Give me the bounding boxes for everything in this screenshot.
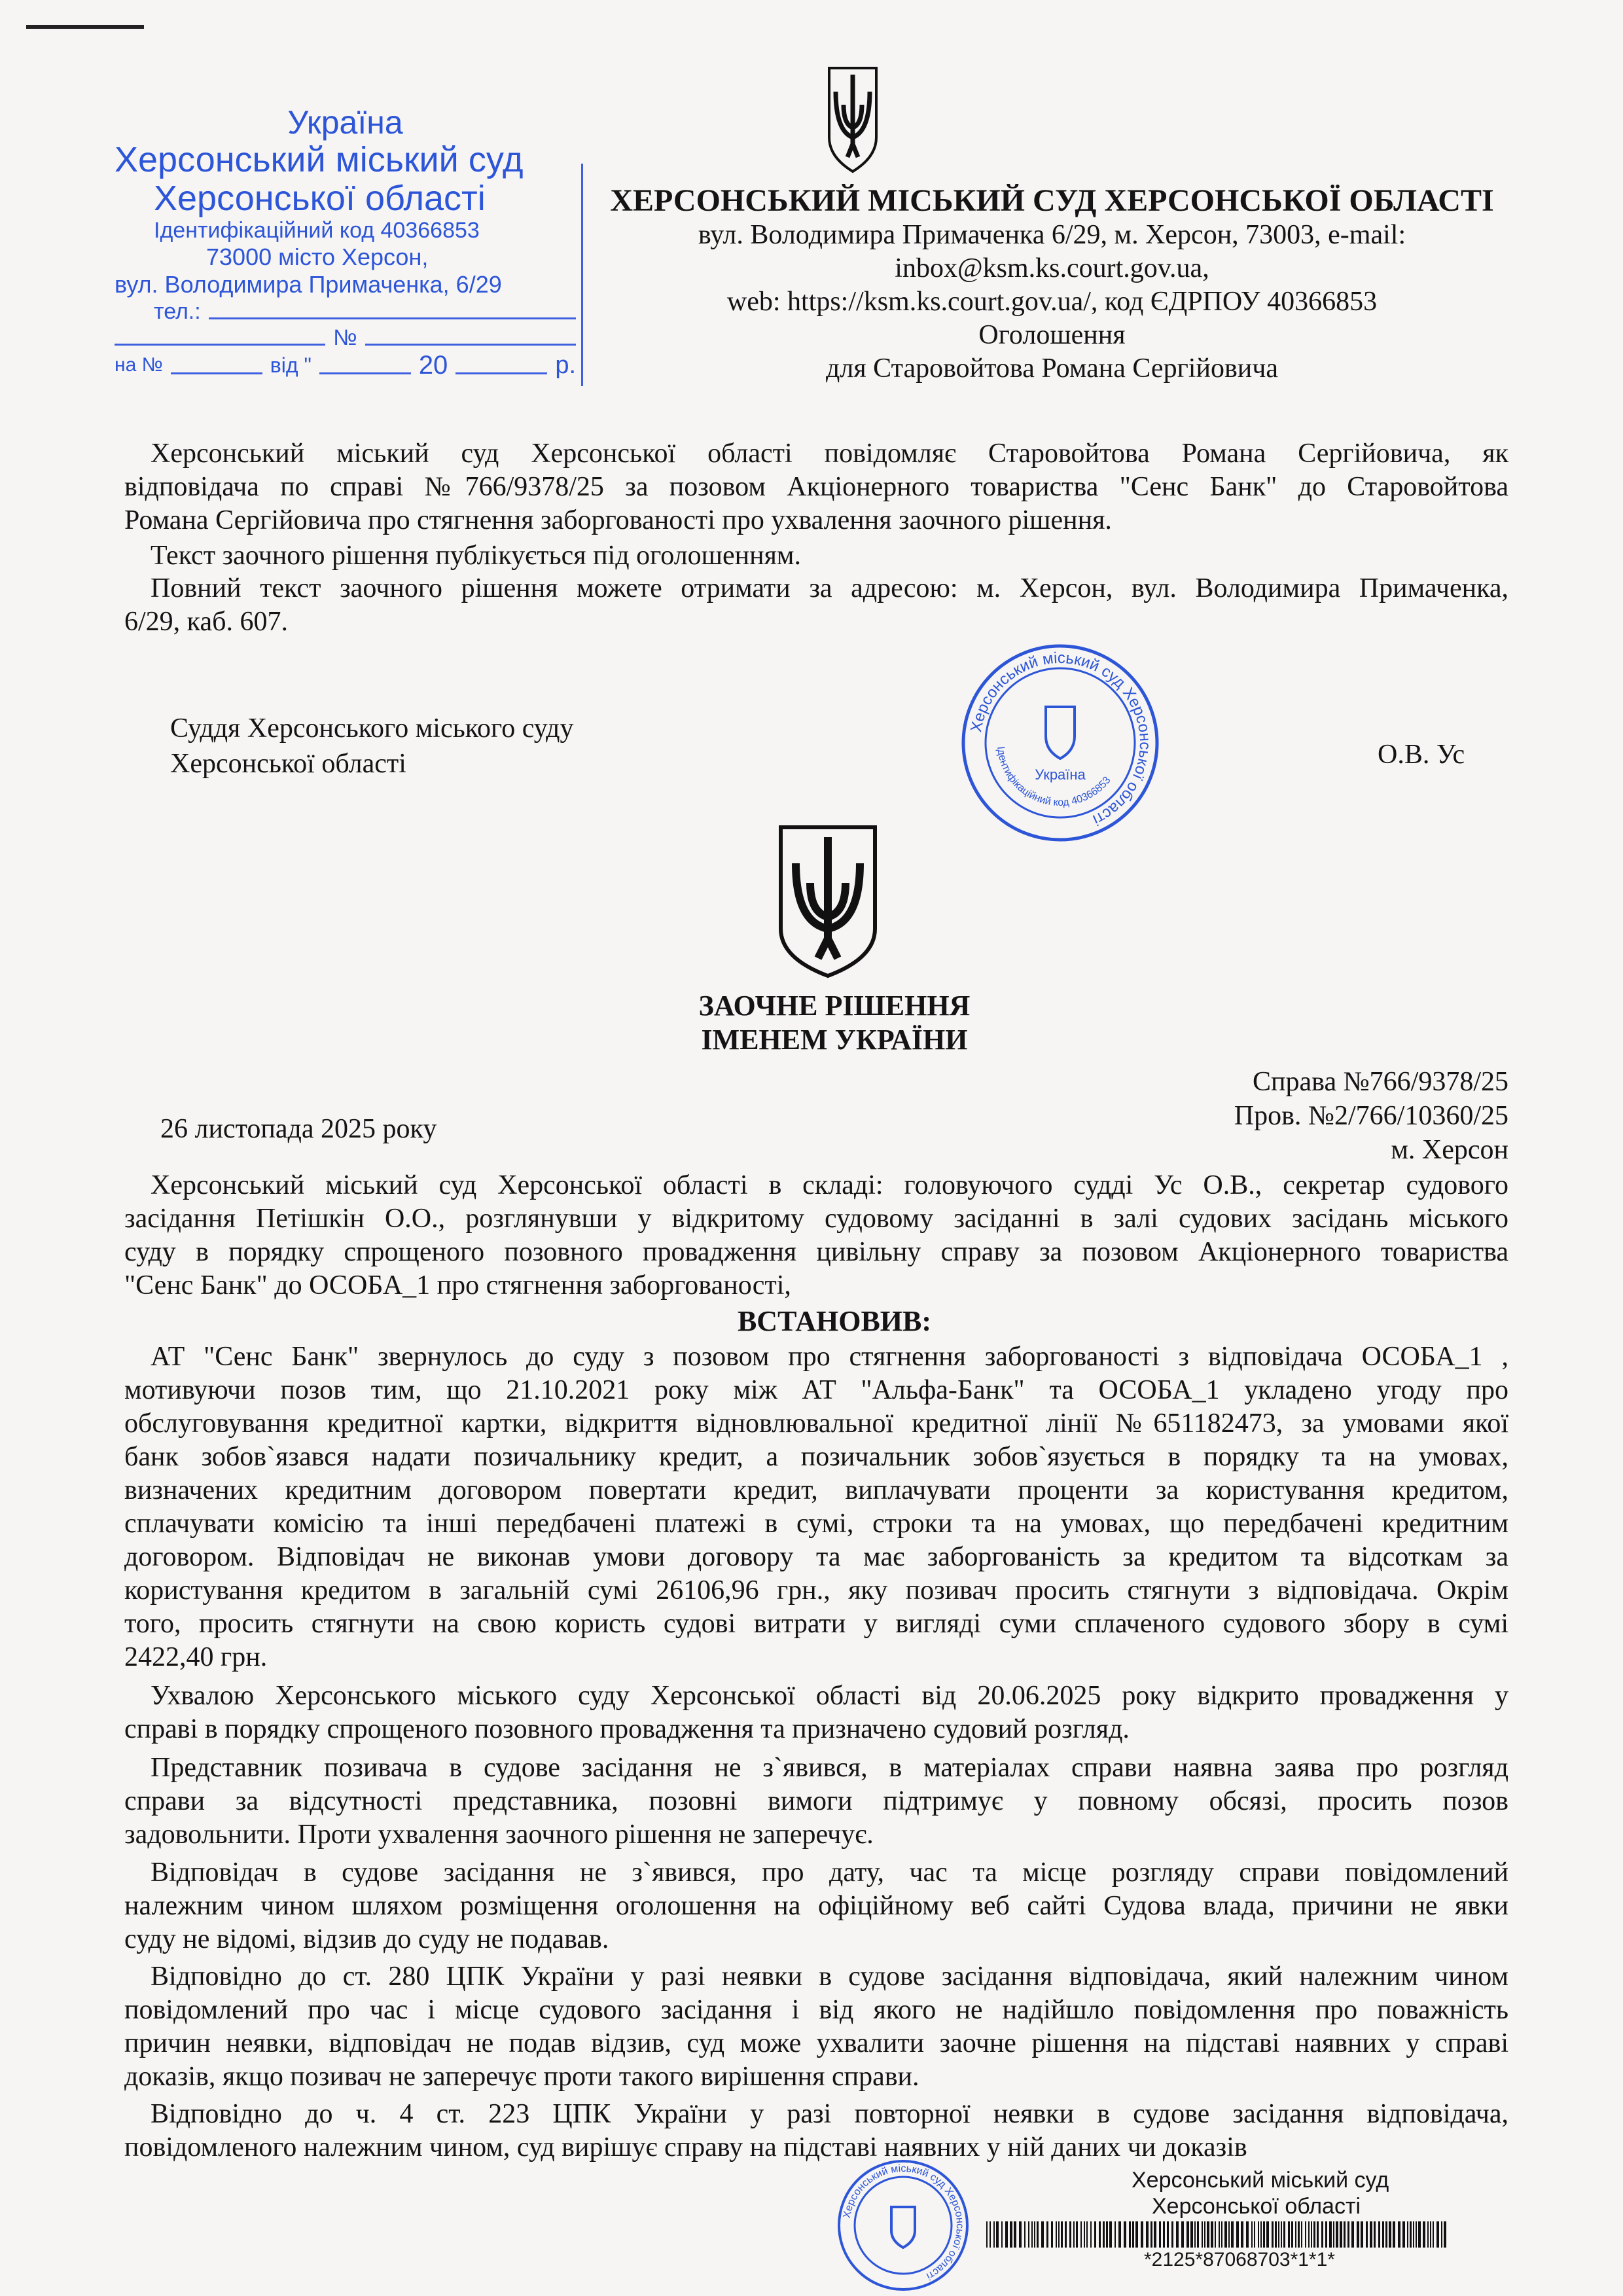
decision-paragraph (124, 1856, 1508, 1956)
stamp-from-label: від " (270, 353, 312, 377)
barcode-bar (1347, 2221, 1349, 2248)
text-line: 2422,40 грн. (124, 1642, 268, 1672)
text-line: визначених кредитним договором повертати кредит, виплачувати проценти за користування кредитом, (124, 1475, 1508, 1505)
barcode-bar (1106, 2221, 1108, 2248)
decision-date: 26 листопада 2025 року (160, 1114, 437, 1144)
corner-registration-stamp (115, 105, 576, 380)
barcode-bar (1176, 2221, 1179, 2248)
barcode-bar (1146, 2221, 1149, 2248)
barcode-bar (1385, 2221, 1387, 2248)
text-line: Відповідно до ч. 4 ст. 223 ЦПК України у разі повторної неявки в судове засідання відповідача, (151, 2099, 1508, 2129)
decision-paragraph (124, 1751, 1508, 1852)
text-line: того, просить стягнути на свою користь судові витрати у вигляді суми сплаченого судового збору в сумі (124, 1609, 1508, 1639)
barcode-bar (1344, 2221, 1346, 2248)
text-line: мотивуючи позов тим, що 21.10.2021 року між АТ "Альфа-Банк" та ОСОБА_1 укладено угоду про (124, 1375, 1508, 1405)
court-seal-stamp-bottom (838, 2160, 969, 2291)
barcode-bar (1194, 2221, 1196, 2248)
established-heading: ВСТАНОВИВ: (737, 1305, 932, 1337)
text-line: Романа Сергійовича про стягнення заборгованості про ухвалення заочного рішення. (124, 505, 1112, 535)
barcode-bar (1154, 2221, 1156, 2248)
barcode-bar (1073, 2221, 1075, 2248)
barcode-bar (1433, 2221, 1434, 2248)
barcode-label-line1: Херсонський міський суд (1132, 2168, 1389, 2193)
barcode-bar (1080, 2221, 1082, 2248)
text-line: АТ "Сенс Банк" звернулось до суду з позовом про стягнення заборгованості з відповідача ОСОБА_1 , (151, 1342, 1508, 1372)
barcode-bar (1034, 2221, 1035, 2248)
stamp-year-label: 20 (418, 351, 448, 380)
barcode-bar (1266, 2221, 1269, 2248)
stamp-court-line1: Херсонський міський суд (115, 140, 524, 179)
text-line: Ухвалою Херсонського міського суду Херсонської області від 20.06.2025 року відкрито провадження у (151, 1681, 1508, 1711)
stamp-phone-label: тел.: (154, 299, 201, 324)
barcode-bar (1281, 2221, 1282, 2248)
coat-of-arms-icon (777, 824, 878, 978)
barcode-bar (1086, 2221, 1088, 2248)
barcode-bar (1427, 2221, 1429, 2248)
barcode-label-line2: Херсонської області (1152, 2194, 1361, 2219)
decision-paragraph (124, 2098, 1508, 2164)
barcode-bar (1374, 2221, 1376, 2248)
barcode-bar (1171, 2221, 1173, 2248)
barcode-bar (990, 2221, 991, 2248)
barcode-bar (1418, 2221, 1421, 2248)
text-line: Відповідно до ст. 280 ЦПК України у разі неявки в судове засідання відповідача, який належним чином (151, 1962, 1508, 1992)
barcode-bar (1150, 2221, 1152, 2248)
barcode-bar (1014, 2221, 1016, 2248)
barcode-bar (1444, 2221, 1446, 2248)
text-line: причин неявки, відповідач не подав відзив, суд може ухвалити заочне рішення на підставі наявних у справі (124, 2028, 1508, 2058)
barcode-bar (1051, 2221, 1053, 2248)
seal-country: Україна (1035, 766, 1086, 783)
barcode-bar (1329, 2221, 1332, 2248)
text-line: належним чином шляхом розміщення оголошення на офіційному веб сайті Судова влада, причини не явки (124, 1891, 1508, 1921)
barcode-bar (1115, 2221, 1116, 2248)
decision-paragraph (124, 1340, 1508, 1674)
barcode-bar (1402, 2221, 1405, 2248)
signature-line2: Херсонської області (170, 749, 406, 779)
text-line: сплачувати комісію та інші передбачені платежі в сумі, строки та на умовах, що передбачені кредитним (124, 1509, 1508, 1539)
barcode-bar (1058, 2221, 1060, 2248)
text-line: Херсонський міський суд Херсонської області повідомляє Старовойтова Романа Сергійовича, як (151, 439, 1508, 469)
barcode-bar (1278, 2221, 1279, 2248)
barcode-bar (1167, 2221, 1169, 2248)
barcode-bar (1298, 2221, 1300, 2248)
text-line: Представник позивача в судове засідання не з`явився, в матеріалах справи наявна заява про розгляд (151, 1753, 1508, 1783)
text-line: відповідача по справі №766/9378/25 за позовом Акціонерного товариства "Сенс Банк" до Старовойтова (124, 472, 1508, 502)
barcode-bar (993, 2221, 995, 2248)
stamp-city: 73000 місто Херсон, (206, 243, 429, 270)
barcode-bar (1382, 2221, 1384, 2248)
announcement-title: Оголошення (978, 320, 1126, 350)
barcode-bar (1090, 2221, 1092, 2248)
barcode-bar (1135, 2221, 1138, 2248)
barcode-bar (1041, 2221, 1044, 2248)
barcode-bar (1215, 2221, 1216, 2248)
text-line: 6/29, каб. 607. (124, 607, 288, 637)
barcode-bar (1037, 2221, 1039, 2248)
text-line: Текст заочного рішення публікується під оголошенням. (151, 541, 802, 571)
barcode-bar (1061, 2221, 1063, 2248)
barcode-bar (1361, 2221, 1363, 2248)
barcode-bar (1211, 2221, 1213, 2248)
stamp-country: Україна (287, 104, 403, 141)
barcode-bar (996, 2221, 999, 2248)
text-line: договором. Відповідач не виконав умови договору та має заборгованість за кредитом та відсоткам за (124, 1542, 1508, 1572)
text-line: "Сенс Банк" до ОСОБА_1 про стягнення заборгованості, (124, 1270, 791, 1300)
text-line: Херсонський міський суд Херсонської області в складі: головуючого судді Ус О.В., секретар судового (151, 1170, 1508, 1200)
barcode-bar (1005, 2221, 1008, 2248)
barcode-bar (1207, 2221, 1209, 2248)
barcode-bar (1251, 2221, 1253, 2248)
court-header (596, 183, 1508, 386)
barcode-bar (1224, 2221, 1227, 2248)
stamp-street: вул. Володимира Примаченка, 6/29 (115, 271, 502, 298)
barcode-bar (1410, 2221, 1412, 2248)
barcode-bar (1221, 2221, 1222, 2248)
text-line: обслуговування кредитної картки, відкриття відновлювальної кредитної лінії №651182473, за умовами якої (124, 1408, 1508, 1439)
barcode-bar (1283, 2221, 1285, 2248)
barcode-bar (1094, 2221, 1096, 2248)
barcode-bar (1333, 2221, 1334, 2248)
barcode-bar (1430, 2221, 1431, 2248)
barcode-bar (1272, 2221, 1274, 2248)
barcode-bar (1069, 2221, 1071, 2248)
barcode-bar (1056, 2221, 1057, 2248)
barcode-bar (1103, 2221, 1105, 2248)
barcode-bar (1231, 2221, 1234, 2248)
decision-intro (124, 1169, 1508, 1302)
barcode-bar (1228, 2221, 1230, 2248)
barcode-bar (1313, 2221, 1315, 2248)
stamp-ref-label: на № (115, 354, 163, 376)
scan-edge-mark (26, 25, 144, 29)
seal-id-text: Ідентифікаційний код 40366853 (995, 745, 1113, 809)
barcode-bar (1407, 2221, 1408, 2248)
announcement-paragraph (124, 572, 1508, 639)
barcode-bar (1159, 2221, 1161, 2248)
barcode-bar (1118, 2221, 1121, 2248)
barcode-bar (1308, 2221, 1310, 2248)
barcode-bar (1321, 2221, 1323, 2248)
barcode-bar (1204, 2221, 1205, 2248)
barcode-bar (1301, 2221, 1302, 2248)
barcode-bar (1366, 2221, 1368, 2248)
text-line: доказів, якщо позивач не заперечує проти такого вирішення справи. (124, 2062, 919, 2092)
seal-ring-text: Херсонський міський суд Херсонської області (967, 649, 1154, 829)
barcode-bar (1398, 2221, 1400, 2248)
barcode-bar (1275, 2221, 1277, 2248)
text-line: повідомленого належним чином, суд вирішує справу на підставі наявних у ній даних чи доказів (124, 2132, 1247, 2162)
barcode-bar (1393, 2221, 1395, 2248)
text-line: справи за відсутності представника, позовні вимоги підтримує у повному обсязі, просить позов (124, 1786, 1508, 1816)
seal-bottom-ring-text: Херсонський міський суд Херсонської області (841, 2162, 966, 2282)
announcement-paragraph (124, 539, 1508, 573)
barcode-bar (1129, 2221, 1131, 2248)
text-line: суду в порядку спрощеного позовного провадження цивільну справу за позовом Акціонерного товариства (124, 1237, 1508, 1267)
barcode-bar (1028, 2221, 1029, 2248)
barcode-bar (1423, 2221, 1425, 2248)
barcode-bar (1197, 2221, 1199, 2248)
barcode-bar (1413, 2221, 1414, 2248)
decision-paragraph (124, 1960, 1508, 2094)
barcode-bar (1263, 2221, 1265, 2248)
barcode-bar (1340, 2221, 1342, 2248)
court-title: ХЕРСОНСЬКИЙ МІСЬКИЙ СУД ХЕРСОНСЬКОЇ ОБЛАСТІ (610, 183, 1494, 218)
barcode-bar (1186, 2221, 1189, 2248)
stamp-border (581, 164, 583, 386)
barcode-bar (1024, 2221, 1026, 2248)
text-line: засідання Петішкін О.О., розглянувши у відкритому судовому засіданні в залі судових засідань міського (124, 1204, 1508, 1234)
barcode-bar (1260, 2221, 1262, 2248)
barcode-bar (1305, 2221, 1306, 2248)
decision-subtitle: ІМЕНЕМ УКРАЇНИ (701, 1024, 968, 1056)
barcode-bar (1031, 2221, 1033, 2248)
barcode-bar (1325, 2221, 1327, 2248)
barcode-bar (1351, 2221, 1354, 2248)
court-web: web: https://ksm.ks.court.gov.ua/, код ЄДРПОУ 40366853 (726, 287, 1378, 317)
decision-city: м. Херсон (1391, 1135, 1508, 1165)
barcode-bar (1288, 2221, 1290, 2248)
barcode-bar (1001, 2221, 1003, 2248)
barcode-bar (1246, 2221, 1249, 2248)
stamp-year-suffix: р. (555, 351, 577, 379)
barcode-bar (1241, 2221, 1243, 2248)
barcode-bar (1378, 2221, 1380, 2248)
barcode-bar (1132, 2221, 1134, 2248)
decision-paragraph (124, 1679, 1508, 1746)
stamp-number-label: № (333, 325, 357, 350)
text-line: суду не відомі, відзив до суду не подавав. (124, 1924, 609, 1954)
barcode-bar (1010, 2221, 1012, 2248)
decision-title: ЗАОЧНЕ РІШЕННЯ (698, 990, 971, 1022)
barcode-bar (1109, 2221, 1112, 2248)
barcode-bar (1236, 2221, 1239, 2248)
announcement-recipient: для Старовойтова Романа Сергійовича (825, 353, 1279, 384)
barcode-bar (1357, 2221, 1359, 2248)
barcode-bar (1099, 2221, 1101, 2248)
barcode-bar (1416, 2221, 1417, 2248)
text-line: банк зобов`язався надати позичальнику кредит, а позичальник зобов`язується в порядку та на умовах, (124, 1442, 1508, 1472)
barcode-bar (1336, 2221, 1338, 2248)
barcode-bar (1317, 2221, 1319, 2248)
barcode-bar (1065, 2221, 1067, 2248)
barcode-code: *2125*87068703*1*1* (1144, 2249, 1335, 2270)
barcode-bar (1370, 2221, 1372, 2248)
barcode-bar (1181, 2221, 1184, 2248)
barcode-bar (1202, 2221, 1203, 2248)
signature-line1: Суддя Херсонського міського суду (170, 713, 574, 744)
barcode-bar (1295, 2221, 1296, 2248)
barcode-bar (1254, 2221, 1255, 2248)
coat-of-arms-icon (827, 65, 879, 173)
judge-name: О.В. Ус (1378, 740, 1465, 770)
text-line: повідомлений про час і місце судового засідання і від якого не надійшло повідомлення про поважність (124, 1995, 1508, 2025)
proceeding-number: Пров. №2/766/10360/25 (1234, 1101, 1508, 1131)
barcode-bar (1258, 2221, 1259, 2248)
text-line: задовольнити. Проти ухвалення заочного рішення не заперечує. (124, 1820, 874, 1850)
stamp-id-code: Ідентифікаційний код 40366853 (154, 218, 480, 243)
case-number: Справа №766/9378/25 (1253, 1067, 1508, 1097)
barcode-bar (1163, 2221, 1165, 2248)
barcode-bar (1124, 2221, 1126, 2248)
barcode-bar (1076, 2221, 1078, 2248)
barcode-bar (1436, 2221, 1439, 2248)
barcode-bar (986, 2221, 988, 2248)
barcode-bar (1441, 2221, 1442, 2248)
barcode-bar (1311, 2221, 1312, 2248)
text-line: користування кредитом в загальній сумі 26106,96 грн., яку позивач просить стягнути з відповідача. Окрім (124, 1575, 1508, 1605)
barcode-bar (1141, 2221, 1143, 2248)
barcode (986, 2221, 1487, 2248)
barcode-bar (1084, 2221, 1085, 2248)
court-address: вул. Володимира Примаченка 6/29, м. Херсон, 73003, e-mail: inbox@ksm.ks.court.gov.ua, (698, 220, 1406, 283)
text-line: Повний текст заочного рішення можете отримати за адресою: м. Херсон, вул. Володимира Примаченка, (151, 573, 1508, 603)
barcode-bar (1291, 2221, 1293, 2248)
barcode-bar (1219, 2221, 1220, 2248)
barcode-bar (1389, 2221, 1391, 2248)
barcode-bar (1190, 2221, 1193, 2248)
barcode-bar (1019, 2221, 1022, 2248)
stamp-court-line2: Херсонської області (154, 179, 486, 218)
announcement-paragraph (124, 437, 1508, 537)
court-seal-stamp (962, 645, 1158, 841)
text-line: Відповідач в судове засідання не з`явився, про дату, час та місце розгляду справи повідомлений (151, 1857, 1508, 1888)
barcode-bar (1046, 2221, 1048, 2248)
text-line: справі в порядку спрощеного позовного провадження та призначено судовий розгляд. (124, 1714, 1130, 1744)
